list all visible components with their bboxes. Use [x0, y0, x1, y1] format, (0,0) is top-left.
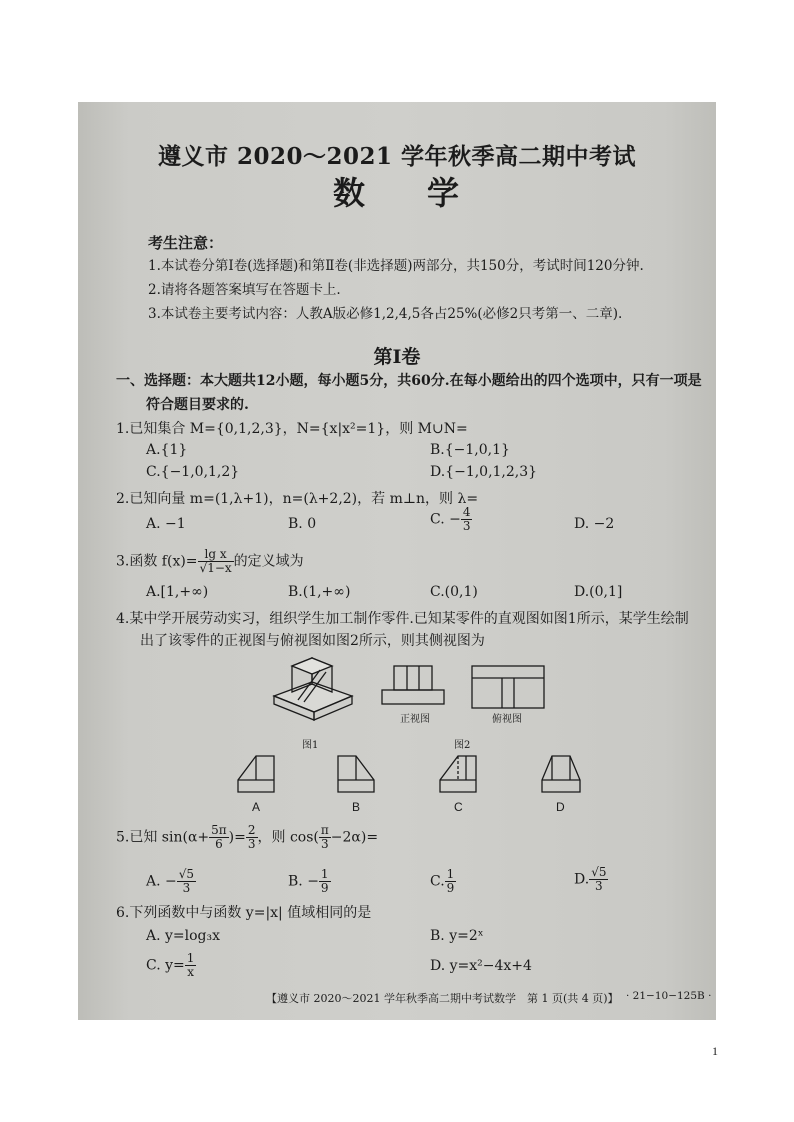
question-2-stem: 2.已知向量 m=(1,λ+1)，n=(λ+2,2)，若 m⊥n，则 λ=	[116, 491, 479, 507]
fraction: $\frac{1}{9}$	[446, 867, 455, 895]
top-view-drawing	[470, 664, 546, 710]
figure-1-part-drawing	[268, 652, 358, 722]
question-2-option-c: C. − $\frac{4}{3}$	[430, 505, 471, 533]
fraction: $\frac{\pi}{3}$	[320, 823, 329, 851]
choice-d-label: D	[556, 800, 565, 814]
question-2-option-a: A. −1	[146, 516, 186, 532]
front-view-label: 正视图	[400, 714, 430, 725]
fraction: $\frac{1}{x}$	[186, 951, 195, 979]
section-instructions-cont: 符合题目要求的.	[146, 397, 249, 413]
fraction: $\frac{√5}{3}$	[178, 867, 195, 895]
question-6-option-b: B. y=2ˣ	[430, 928, 484, 944]
question-3-option-d: D.(0,1]	[574, 584, 623, 600]
section-instructions: 一、选择题：本大题共12小题，每小题5分，共60分.在每小题给出的四个选项中，只有一项是	[116, 373, 702, 389]
page-number: 1	[712, 1044, 718, 1058]
question-1-option-d: D.{−1,0,1,2,3}	[430, 464, 538, 480]
choice-b-drawing	[336, 754, 378, 794]
choice-c-drawing	[438, 754, 480, 794]
question-3-option-c: C.(0,1)	[430, 584, 478, 600]
front-view-drawing	[380, 664, 446, 706]
page-footer: 【遵义市 2020～2021 学年秋季高二期中考试数学 第 1 页(共 4 页)】	[266, 992, 619, 1005]
question-1-option-c: C.{−1,0,1,2}	[146, 464, 240, 480]
notice-heading: 考生注意：	[148, 234, 224, 252]
subject-char-2: 学	[427, 174, 462, 212]
question-6-stem: 6.下列函数中与函数 y=|x| 值域相同的是	[116, 905, 372, 921]
part-one-title: 第Ⅰ卷	[373, 346, 421, 368]
top-view-label: 俯视图	[492, 714, 522, 725]
question-5-option-a: A. − $\frac{√5}{3}$	[146, 867, 195, 895]
choice-d-drawing	[540, 754, 582, 794]
subject-title	[78, 168, 716, 214]
question-2-option-d: D. −2	[574, 516, 615, 532]
fraction: $\frac{√5}{3}$	[591, 865, 607, 893]
question-1-stem: 1.已知集合 M={0,1,2,3}，N={x|x²=1}，则 M∪N=	[116, 421, 468, 437]
notice-item-3: 3.本试卷主要考试内容：人教A版必修1,2,4,5各占25%(必修2只考第一、二章).	[148, 306, 623, 322]
fraction: $\frac{2}{3}$	[247, 823, 256, 851]
question-4-line-2: 出了该零件的正视图与俯视图如图2所示，则其侧视图为	[140, 633, 485, 649]
question-5-stem: 5.已知 sin(α+ $\frac{5\pi}{6}$ )= $\frac{2}{3}$ ，则 cos( $\frac{\pi}{3}$ −2α)=	[116, 823, 379, 851]
choice-a-drawing	[236, 754, 278, 794]
question-3-option-b: B.(1,+∞)	[288, 584, 351, 600]
question-1-option-a: A.{1}	[146, 442, 188, 458]
question-6-option-a: A. y=log₃x	[146, 928, 221, 944]
question-5-option-b: B. − $\frac{1}{9}$	[288, 867, 329, 895]
exam-title: 遵义市 2020～2021 学年秋季高二期中考试	[157, 143, 637, 170]
subject-char-1: 数	[332, 174, 367, 212]
choice-b-label: B	[352, 800, 361, 814]
question-5-option-d: D. $\frac{√5}{3}$	[574, 865, 607, 893]
choice-a-label: A	[252, 800, 261, 814]
choice-c-label: C	[454, 800, 463, 814]
notice-item-2: 2.请将各题答案填写在答题卡上.	[148, 282, 341, 298]
question-5-option-c: C. $\frac{1}{9}$	[430, 867, 455, 895]
question-2-option-b: B. 0	[288, 516, 317, 532]
exam-sheet	[78, 102, 716, 1020]
notice-item-1: 1.本试卷分第Ⅰ卷(选择题)和第Ⅱ卷(非选择题)两部分，共150分，考试时间120分钟.	[148, 258, 644, 274]
fraction: $\frac{5\pi}{6}$	[211, 823, 227, 851]
question-6-option-d: D. y=x²−4x+4	[430, 958, 532, 974]
figure-1-label: 图1	[302, 740, 319, 751]
fraction: $\frac{4}{3}$	[462, 505, 471, 533]
fraction: $\frac{\text{lg x}}{√1-x}$	[199, 547, 232, 575]
question-4-line-1: 4.某中学开展劳动实习，组织学生加工制作零件.已知某零件的直观图如图1所示，某学生绘制	[116, 611, 689, 627]
fraction: $\frac{1}{9}$	[320, 867, 329, 895]
question-3-option-a: A.[1,+∞)	[146, 584, 209, 600]
exam-code: · 21−10−125B ·	[626, 990, 712, 1002]
question-3-stem: 3.函数 f(x)= $\frac{\text{lg x}}{√1-x}$ 的定义域为	[116, 547, 304, 575]
question-1-option-b: B.{−1,0,1}	[430, 442, 510, 458]
figure-2-label: 图2	[454, 740, 471, 751]
question-6-option-c: C. y= $\frac{1}{x}$	[146, 951, 195, 979]
